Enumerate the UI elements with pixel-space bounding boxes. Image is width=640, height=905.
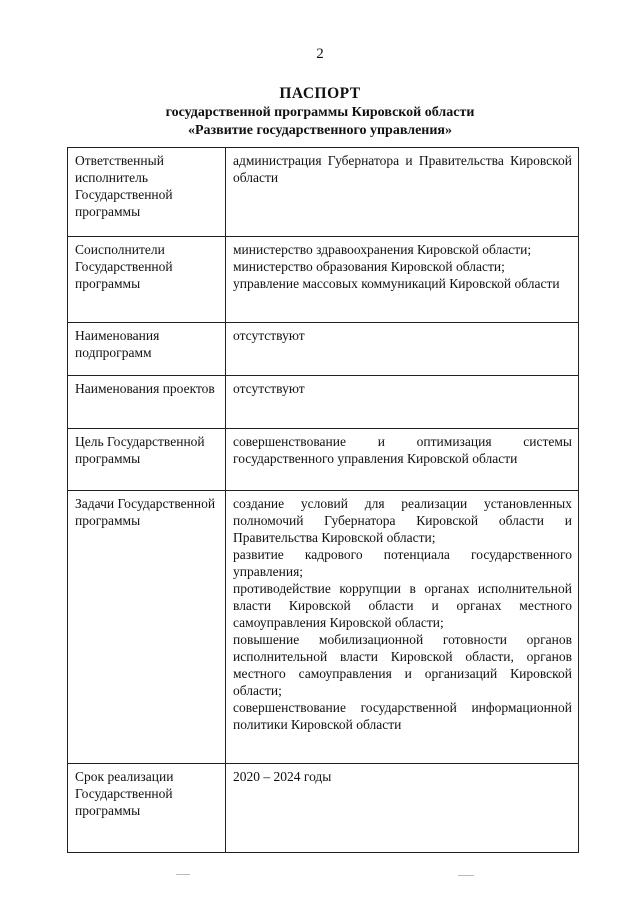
row-value-tasks xyxy=(226,491,579,764)
row-value-subprograms xyxy=(226,323,579,376)
title-program-name: «Развитие государственного управления» xyxy=(188,123,452,138)
table-row xyxy=(68,764,579,853)
table-row xyxy=(68,376,579,429)
row-label-tasks: Задачи Государственной программы xyxy=(68,491,226,764)
row-label-period: Срок реализации Государственной программы xyxy=(68,764,226,853)
table-row xyxy=(68,491,579,764)
value-line: управление массовых коммуникаций Кировской области xyxy=(233,276,560,291)
value-line: совершенствование и оптимизация системы государственного управления Кировской области xyxy=(233,434,572,466)
row-label-coexecutors: Соисполнители Государственной программы xyxy=(68,237,226,323)
passport-table xyxy=(67,147,579,853)
row-value-responsible xyxy=(226,148,579,237)
scan-artifact xyxy=(176,874,190,875)
value-line: противодействие коррупции в органах исполнительной власти Кировской области и органах местного самоуправления Кировской области; xyxy=(233,581,572,630)
title-passport: ПАСПОРТ xyxy=(279,85,361,102)
value-line: отсутствуют xyxy=(233,328,305,343)
row-value-goal xyxy=(226,429,579,491)
value-line: министерство здравоохранения Кировской области; xyxy=(233,242,532,257)
value-line: повышение мобилизационной готовности органов исполнительной власти Кировской области, органов местного самоуправления и организаций Кировской области; xyxy=(233,632,572,698)
value-line: развитие кадрового потенциала государственного управления; xyxy=(233,547,572,579)
row-value-coexecutors xyxy=(226,237,579,323)
table-row xyxy=(68,323,579,376)
row-label-subprograms: Наименования подпрограмм xyxy=(68,323,226,376)
page-number: 2 xyxy=(316,46,324,62)
value-line: министерство образования Кировской области; xyxy=(233,259,505,274)
title-program-type: государственной программы Кировской области xyxy=(165,105,475,120)
table-row xyxy=(68,429,579,491)
row-value-projects xyxy=(226,376,579,429)
value-line: совершенствование государственной информационной политики Кировской области xyxy=(233,700,572,732)
value-line: 2020 – 2024 годы xyxy=(233,769,332,784)
row-value-period xyxy=(226,764,579,853)
value-line: отсутствуют xyxy=(233,381,305,396)
document-title xyxy=(0,84,640,140)
value-line: создание условий для реализации установленных полномочий Губернатора Кировской области и Правительства Кировской области; xyxy=(233,496,572,545)
scan-artifact xyxy=(458,875,474,876)
row-label-projects: Наименования проектов xyxy=(68,376,226,429)
row-label-responsible: Ответственный исполнитель Государственной программы xyxy=(68,148,226,237)
table-row xyxy=(68,237,579,323)
table-row xyxy=(68,148,579,237)
row-label-goal: Цель Государственной программы xyxy=(68,429,226,491)
value-line: администрация Губернатора и Правительства Кировской области xyxy=(233,153,572,185)
